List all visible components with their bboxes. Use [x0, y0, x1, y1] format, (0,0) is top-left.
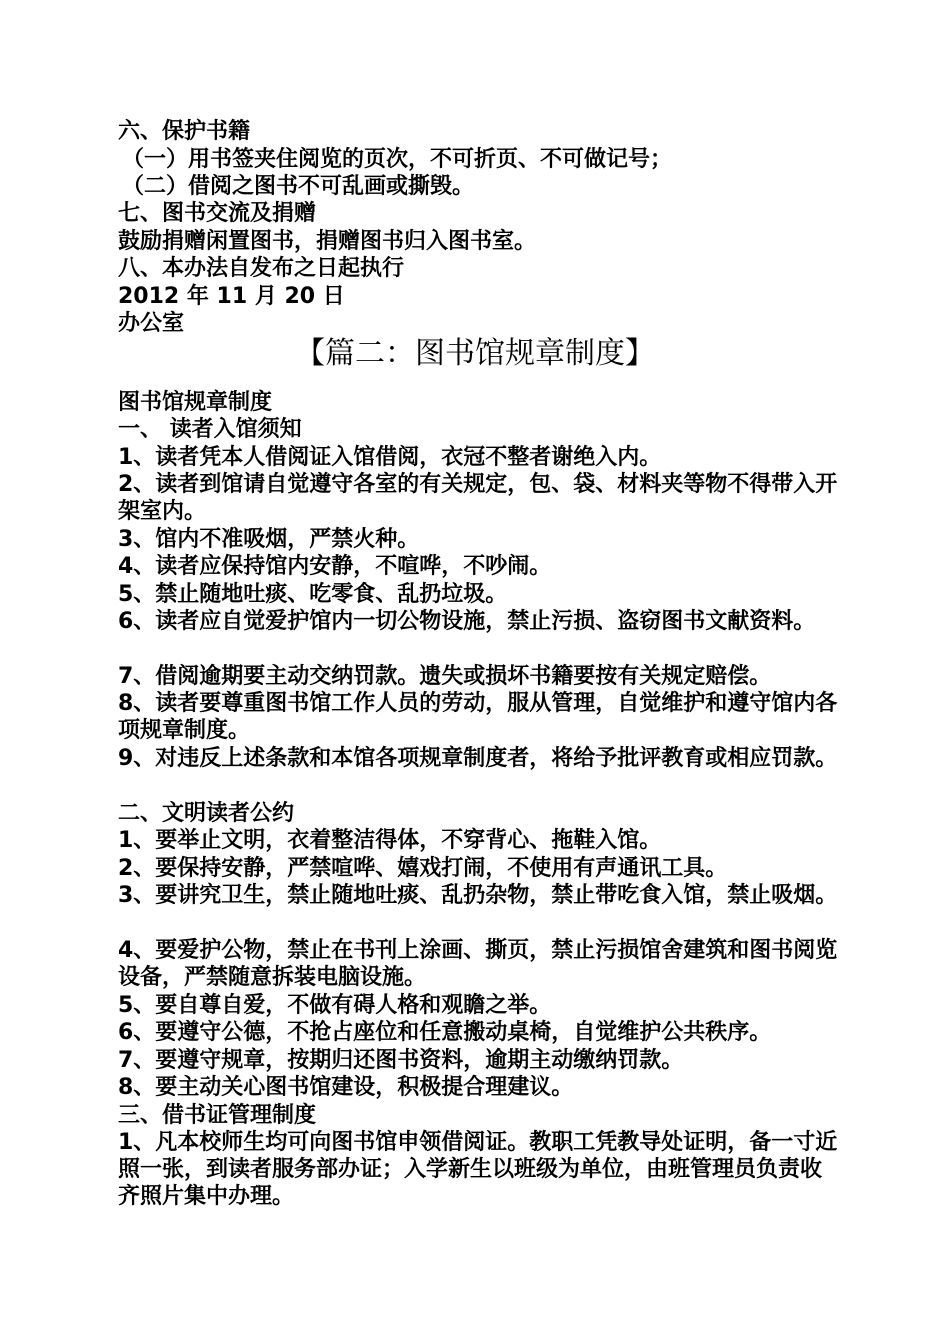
rule-item: 1、读者凭本人借阅证入馆借阅，衣冠不整者谢绝入内。 [118, 445, 662, 470]
section-heading: 【篇二：图书馆规章制度】 [295, 336, 655, 371]
rule-item: 8、读者要尊重图书馆工作人员的劳动，服从管理，自觉维护和遵守馆内各项规章制度。 [118, 691, 838, 743]
rule-item: 4、要爱护公物，禁止在书刊上涂画、撕页，禁止污损馆舍建筑和图书阅览设备，严禁随意拆装电脑设施。 [118, 938, 838, 990]
rule-item: 4、读者应保持馆内安静，不喧哗，不吵闹。 [118, 554, 552, 579]
document-date: 2012 年 11 月 20 日 [118, 284, 345, 309]
rule-item: 2、要保持安静，严禁喧哗、嬉戏打闹，不使用有声通讯工具。 [118, 856, 728, 881]
rule-bookmark: （一）用书签夹住阅览的页次，不可折页、不可做记号； [122, 147, 673, 172]
heading-protect-books: 六、保护书籍 [118, 119, 251, 144]
heading-reader-entry: 一、 读者入馆须知 [118, 417, 302, 442]
heading-reader-pledge: 二、文明读者公约 [118, 801, 295, 826]
rule-item: 2、读者到馆请自觉遵守各室的有关规定，包、袋、材料夹等物不得带入开架室内。 [118, 472, 838, 524]
rule-item: 8、要主动关心图书馆建设，积极提合理建议。 [118, 1075, 574, 1100]
rule-donation: 鼓励捐赠闲置图书，捐赠图书归入图书室。 [118, 229, 537, 254]
doc-title-library-rules: 图书馆规章制度 [118, 390, 273, 415]
rule-item: 6、要遵守公德，不抢占座位和任意搬动桌椅，自觉维护公共秩序。 [118, 1020, 772, 1045]
rule-item: 7、借阅逾期要主动交纳罚款。遗失或损坏书籍要按有关规定赔偿。 [118, 664, 772, 689]
rule-item: 5、要自尊自爱，不做有碍人格和观瞻之举。 [118, 993, 552, 1018]
rule-no-scribble: （二）借阅之图书不可乱画或撕毁。 [122, 174, 475, 199]
document-issuer: 办公室 [118, 311, 185, 336]
rule-item: 3、馆内不准吸烟，严禁火种。 [118, 527, 420, 552]
rule-item: 9、对违反上述条款和本馆各项规章制度者，将给予批评教育或相应罚款。 [118, 746, 838, 771]
rule-item: 7、要遵守规章，按期归还图书资料，逾期主动缴纳罚款。 [118, 1048, 684, 1073]
heading-book-exchange: 七、图书交流及捐赠 [118, 201, 317, 226]
rule-item: 1、凡本校师生均可向图书馆申领借阅证。教职工凭教导处证明，备一寸近照一张，到读者服务部办证；入学新生以班级为单位，由班管理员负责收齐照片集中办理。 [118, 1130, 838, 1209]
rule-item: 5、禁止随地吐痰、吃零食、乱扔垃圾。 [118, 582, 508, 607]
heading-effective-date: 八、本办法自发布之日起执行 [118, 256, 405, 281]
rule-item: 3、要讲究卫生，禁止随地吐痰、乱扔杂物，禁止带吃食入馆，禁止吸烟。 [118, 883, 838, 908]
rule-item: 1、要举止文明，衣着整洁得体，不穿背心、拖鞋入馆。 [118, 828, 662, 853]
heading-library-card: 三、借书证管理制度 [118, 1103, 317, 1128]
rule-item: 6、读者应自觉爱护馆内一切公物设施，禁止污损、盗窃图书文献资料。 [118, 609, 816, 634]
